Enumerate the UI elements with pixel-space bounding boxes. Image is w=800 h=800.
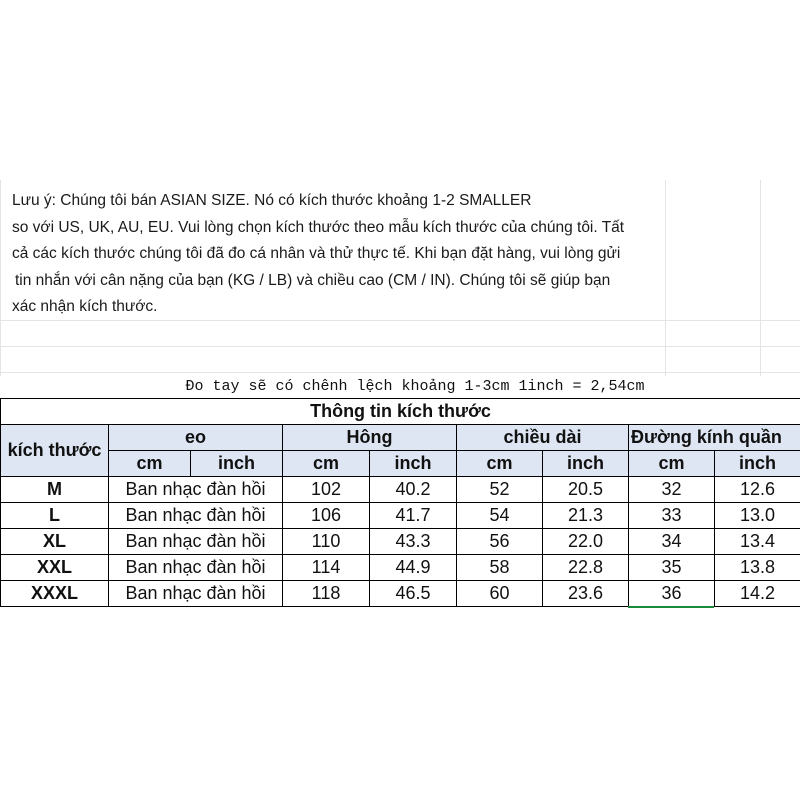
group-header-waist: eo bbox=[109, 425, 283, 451]
length-cm: 54 bbox=[457, 503, 543, 529]
leg-opening-cm: 35 bbox=[629, 555, 715, 581]
leg-opening-cm: 32 bbox=[629, 477, 715, 503]
waist-value: Ban nhạc đàn hồi bbox=[109, 529, 283, 555]
length-inch: 23.6 bbox=[543, 581, 629, 607]
measurement-note: Đo tay sẽ có chênh lệch khoảng 1-3cm 1inch = 2,54cm bbox=[185, 378, 645, 395]
hip-cm: 106 bbox=[283, 503, 370, 529]
unit-header: inch bbox=[370, 451, 457, 477]
note-line: Lưu ý: Chúng tôi bán ASIAN SIZE. Nó có kích thước khoảng 1-2 SMALLER bbox=[12, 192, 532, 209]
length-cm: 56 bbox=[457, 529, 543, 555]
size-label: XXXL bbox=[1, 581, 109, 607]
size-table bbox=[0, 398, 800, 607]
note-line: so với US, UK, AU, EU. Vui lòng chọn kích thước theo mẫu kích thước của chúng tôi. Tất bbox=[12, 218, 625, 236]
length-cm: 58 bbox=[457, 555, 543, 581]
cell-selection-marker bbox=[628, 606, 714, 608]
size-label: XXL bbox=[1, 555, 109, 581]
unit-header: inch bbox=[191, 451, 283, 477]
table-row bbox=[1, 529, 800, 555]
hip-cm: 114 bbox=[283, 555, 370, 581]
size-note bbox=[12, 188, 672, 321]
unit-header: cm bbox=[457, 451, 543, 477]
hip-cm: 110 bbox=[283, 529, 370, 555]
grid-line bbox=[0, 346, 800, 347]
grid-line bbox=[0, 372, 800, 373]
unit-header: inch bbox=[715, 451, 800, 477]
length-cm: 52 bbox=[457, 477, 543, 503]
waist-value: Ban nhạc đàn hồi bbox=[109, 477, 283, 503]
size-label: L bbox=[1, 503, 109, 529]
unit-header: cm bbox=[283, 451, 370, 477]
note-line: xác nhận kích thước. bbox=[12, 298, 158, 315]
leg-opening-inch: 14.2 bbox=[715, 581, 800, 607]
table-row bbox=[1, 477, 800, 503]
hip-cm: 102 bbox=[283, 477, 370, 503]
leg-opening-inch: 13.8 bbox=[715, 555, 800, 581]
size-label: M bbox=[1, 477, 109, 503]
unit-header: inch bbox=[543, 451, 629, 477]
waist-value: Ban nhạc đàn hồi bbox=[109, 581, 283, 607]
unit-header: cm bbox=[629, 451, 715, 477]
size-column-header: kích thước bbox=[1, 425, 109, 477]
leg-opening-cm: 34 bbox=[629, 529, 715, 555]
leg-opening-inch: 13.4 bbox=[715, 529, 800, 555]
length-inch: 21.3 bbox=[543, 503, 629, 529]
waist-value: Ban nhạc đàn hồi bbox=[109, 555, 283, 581]
size-label: XL bbox=[1, 529, 109, 555]
table-title: Thông tin kích thước bbox=[1, 399, 800, 425]
unit-header: cm bbox=[109, 451, 191, 477]
table-row bbox=[1, 503, 800, 529]
length-cm: 60 bbox=[457, 581, 543, 607]
length-inch: 20.5 bbox=[543, 477, 629, 503]
leg-opening-inch: 13.0 bbox=[715, 503, 800, 529]
leg-opening-cm: 33 bbox=[629, 503, 715, 529]
hip-inch: 44.9 bbox=[370, 555, 457, 581]
hip-cm: 118 bbox=[283, 581, 370, 607]
note-line: tin nhắn với cân nặng của bạn (KG / LB) và chiều cao (CM / IN). Chúng tôi sẽ giúp bạn bbox=[15, 271, 611, 289]
length-inch: 22.0 bbox=[543, 529, 629, 555]
hip-inch: 41.7 bbox=[370, 503, 457, 529]
group-header-length: chiều dài bbox=[457, 425, 629, 451]
note-line: cả các kích thước chúng tôi đã đo cá nhân và thử thực tế. Khi bạn đặt hàng, vui lòng gửi bbox=[12, 245, 621, 262]
hip-inch: 43.3 bbox=[370, 529, 457, 555]
length-inch: 22.8 bbox=[543, 555, 629, 581]
leg-opening-cm: 36 bbox=[629, 581, 715, 607]
waist-value: Ban nhạc đàn hồi bbox=[109, 503, 283, 529]
table-row bbox=[1, 581, 800, 607]
hip-inch: 46.5 bbox=[370, 581, 457, 607]
group-header-hip: Hông bbox=[283, 425, 457, 451]
hip-inch: 40.2 bbox=[370, 477, 457, 503]
group-header-leg-opening: Đường kính quần bbox=[629, 425, 800, 451]
table-row bbox=[1, 555, 800, 581]
leg-opening-inch: 12.6 bbox=[715, 477, 800, 503]
